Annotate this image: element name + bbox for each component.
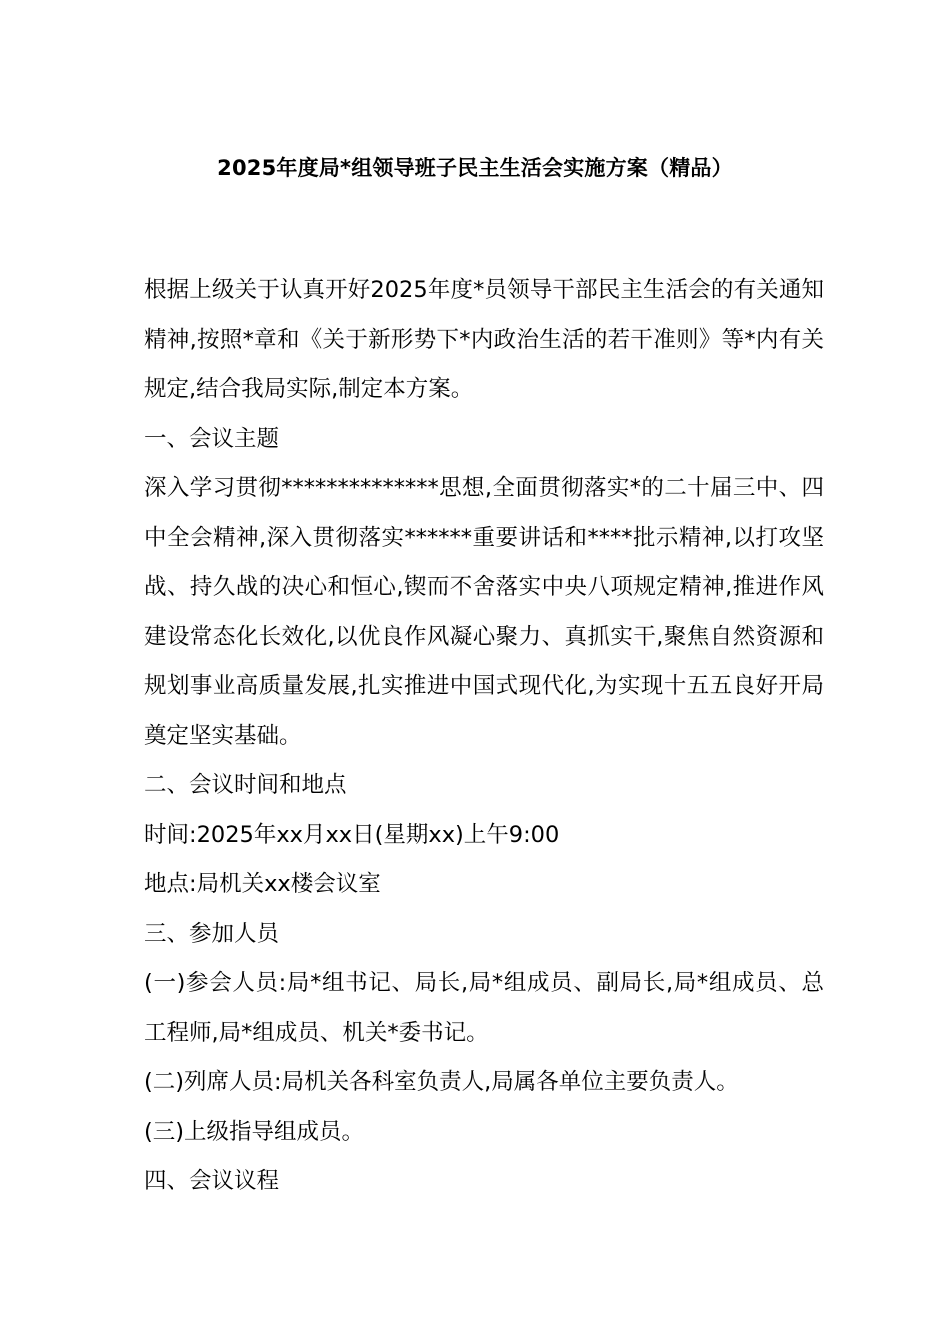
document-title: 2025年度局*组领导班子民主生活会实施方案（精品） — [217, 156, 733, 180]
section-heading-time-place: 二、会议时间和地点 — [144, 772, 347, 798]
participants-attendees: (一)参会人员:局*组书记、局长,局*组成员、副局长,局*组成员、总工程师,局*组成员、机关*委书记。 — [144, 970, 824, 1046]
section-heading-participants: 三、参加人员 — [144, 920, 280, 947]
meeting-place: 地点:局机关xx楼会议室 — [144, 871, 381, 897]
theme-paragraph: 深入学习贯彻**************思想,全面贯彻落实*的二十届三中、四中全会精神,深入贯彻落实******重要讲话和****批示精神,以打攻坚战、持久战的决心和恒心,锲而不舍落实中央八项规定精神,推进作风建设常态化长效化,以优良作风凝心聚力、真抓实干,聚焦自然资源和规划事业高质量发展,扎实推进中国式现代化,为实现十五五良好开局奠定坚实基础。 — [144, 475, 824, 749]
section-heading-agenda: 四、会议议程 — [144, 1168, 280, 1194]
participants-observers: (二)列席人员:局机关各科室负责人,局属各单位主要负责人。 — [144, 1069, 739, 1095]
section-heading-theme: 一、会议主题 — [144, 425, 280, 452]
participants-supervisors: (三)上级指导组成员。 — [144, 1118, 365, 1145]
meeting-time: 时间:2025年xx月xx日(星期xx)上午9:00 — [144, 821, 560, 848]
intro-paragraph: 根据上级关于认真开好2025年度*员领导干部民主生活会的有关通知精神,按照*章和《关于新形势下*内政治生活的若干准则》等*内有关规定,结合我局实际,制定本方案。 — [144, 277, 824, 402]
document-body — [144, 266, 824, 1207]
